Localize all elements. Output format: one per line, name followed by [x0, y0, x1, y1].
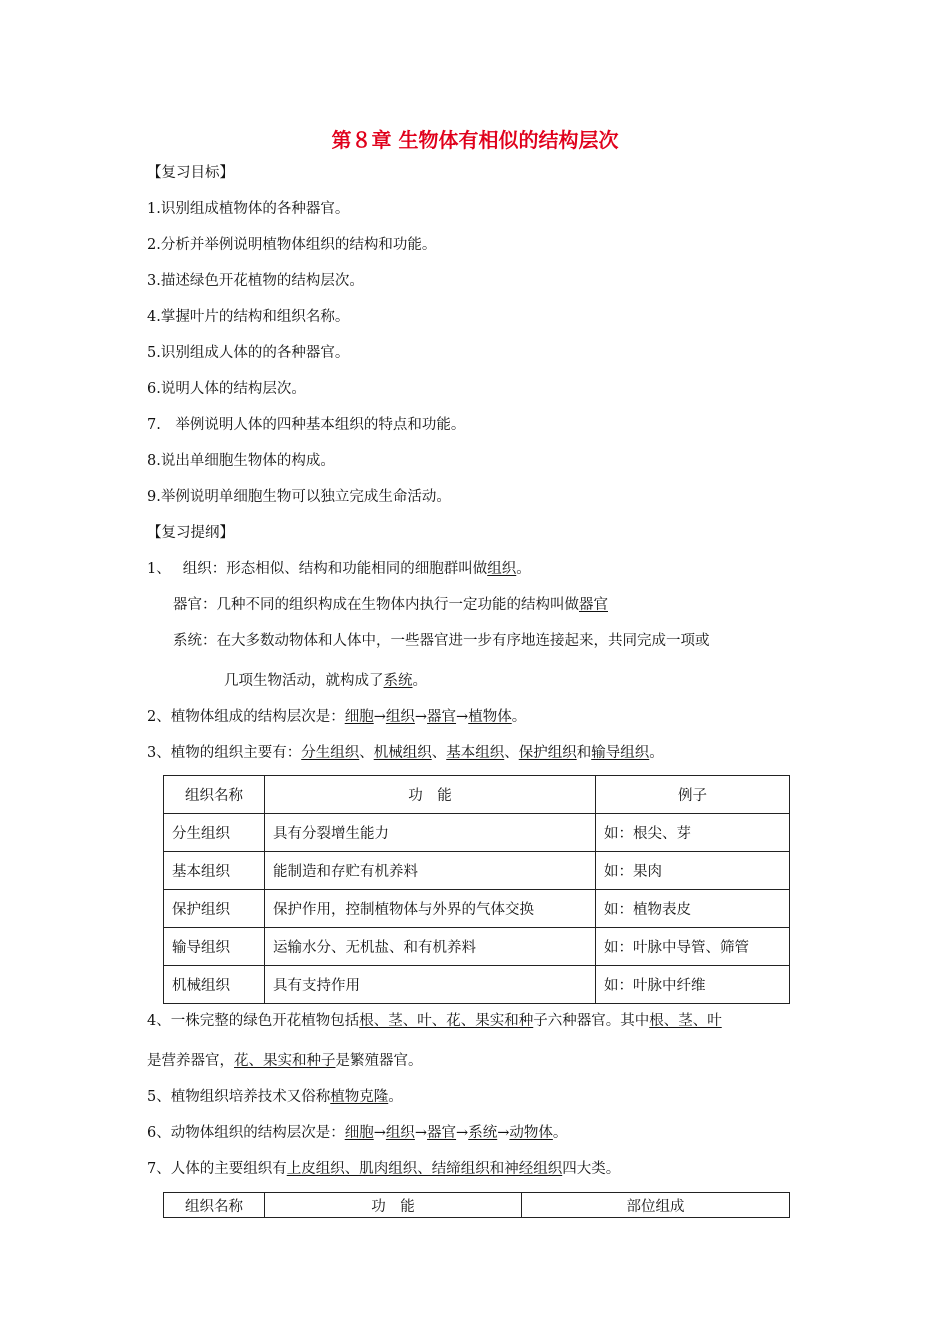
answer-term: 器官	[579, 597, 608, 613]
review-goals-heading: 【复习目标】	[147, 165, 234, 181]
table-row	[164, 890, 790, 928]
table-cell: 保护作用，控制植物体与外界的气体交换	[265, 890, 596, 928]
goal-item-3: 3.描述绿色开花植物的结构层次。	[147, 273, 364, 289]
table-header-cell: 组织名称	[164, 1193, 265, 1218]
table-cell: 具有分裂增生能力	[265, 814, 596, 852]
goal-item-9: 9.举例说明单细胞生物可以独立完成生命活动。	[147, 489, 451, 505]
table-cell: 机械组织	[164, 966, 265, 1004]
outline-point-1-organ: 器官：几种不同的组织构成在生物体内执行一定功能的结构叫做器官	[173, 597, 608, 613]
goal-item-2: 2.分析并举例说明植物体组织的结构和功能。	[147, 237, 437, 253]
answer-term: 组织	[487, 561, 517, 577]
table-row	[164, 928, 790, 966]
table-cell: 如：叶脉中纤维	[596, 966, 790, 1004]
table-header-row	[164, 1193, 790, 1218]
outline-point-1-system-cont: 几项生物活动，就构成了系统。	[224, 673, 427, 689]
table-header-cell: 功 能	[265, 776, 596, 814]
goal-item-7: 7. 举例说明人体的四种基本组织的特点和功能。	[147, 417, 466, 433]
table-header-cell: 功 能	[265, 1193, 522, 1218]
outline-point-1: 1、 组织：形态相似、结构和功能相同的细胞群叫做组织。	[147, 561, 531, 577]
table-cell: 分生组织	[164, 814, 265, 852]
page-title: 第８章 生物体有相似的结构层次	[331, 128, 619, 152]
human-tissue-table	[163, 1192, 790, 1218]
table-cell: 如：植物表皮	[596, 890, 790, 928]
table-cell: 能制造和存贮有机养料	[265, 852, 596, 890]
goal-item-6: 6.说明人体的结构层次。	[147, 381, 306, 397]
outline-point-2: 2、植物体组成的结构层次是：细胞→组织→器官→植物体。	[147, 709, 527, 725]
outline-point-1-system: 系统：在大多数动物体和人体中，一些器官进一步有序地连接起来，共同完成一项或	[173, 633, 710, 649]
table-cell: 基本组织	[164, 852, 265, 890]
table-cell: 如：根尖、芽	[596, 814, 790, 852]
table-cell: 如：果肉	[596, 852, 790, 890]
table-cell: 如：叶脉中导管、筛管	[596, 928, 790, 966]
table-header-cell: 部位组成	[522, 1193, 790, 1218]
outline-point-6: 6、动物体组织的结构层次是：细胞→组织→器官→系统→动物体。	[147, 1125, 568, 1141]
table-cell: 输导组织	[164, 928, 265, 966]
table-row	[164, 852, 790, 890]
outline-point-7: 7、人体的主要组织有上皮组织、肌肉组织、结缔组织和神经组织四大类。	[147, 1161, 621, 1177]
point-number: 1、	[147, 561, 171, 577]
outline-point-4: 4、一株完整的绿色开花植物包括根、茎、叶、花、果实和种子六种器官。其中根、茎、叶	[147, 1013, 722, 1029]
answer-term: 系统	[383, 673, 413, 689]
table-row	[164, 814, 790, 852]
review-outline-heading: 【复习提纲】	[147, 525, 234, 541]
table-header-cell: 例子	[596, 776, 790, 814]
outline-point-5: 5、植物组织培养技术又俗称植物克隆。	[147, 1089, 403, 1105]
goal-item-1: 1.识别组成植物体的各种器官。	[147, 201, 350, 217]
table-header-cell: 组织名称	[164, 776, 265, 814]
outline-point-3: 3、植物的组织主要有：分生组织、机械组织、基本组织、保护组织和输导组织。	[147, 745, 664, 761]
outline-point-4-cont: 是营养器官，花、果实和种子是繁殖器官。	[147, 1053, 423, 1069]
table-cell: 运输水分、无机盐、和有机养料	[265, 928, 596, 966]
goal-item-8: 8.说出单细胞生物体的构成。	[147, 453, 335, 469]
table-cell: 保护组织	[164, 890, 265, 928]
table-cell: 具有支持作用	[265, 966, 596, 1004]
goal-item-4: 4.掌握叶片的结构和组织名称。	[147, 309, 350, 325]
table-header-row	[164, 776, 790, 814]
plant-tissue-table	[163, 775, 790, 1004]
goal-item-5: 5.识别组成人体的的各种器官。	[147, 345, 350, 361]
table-row	[164, 966, 790, 1004]
